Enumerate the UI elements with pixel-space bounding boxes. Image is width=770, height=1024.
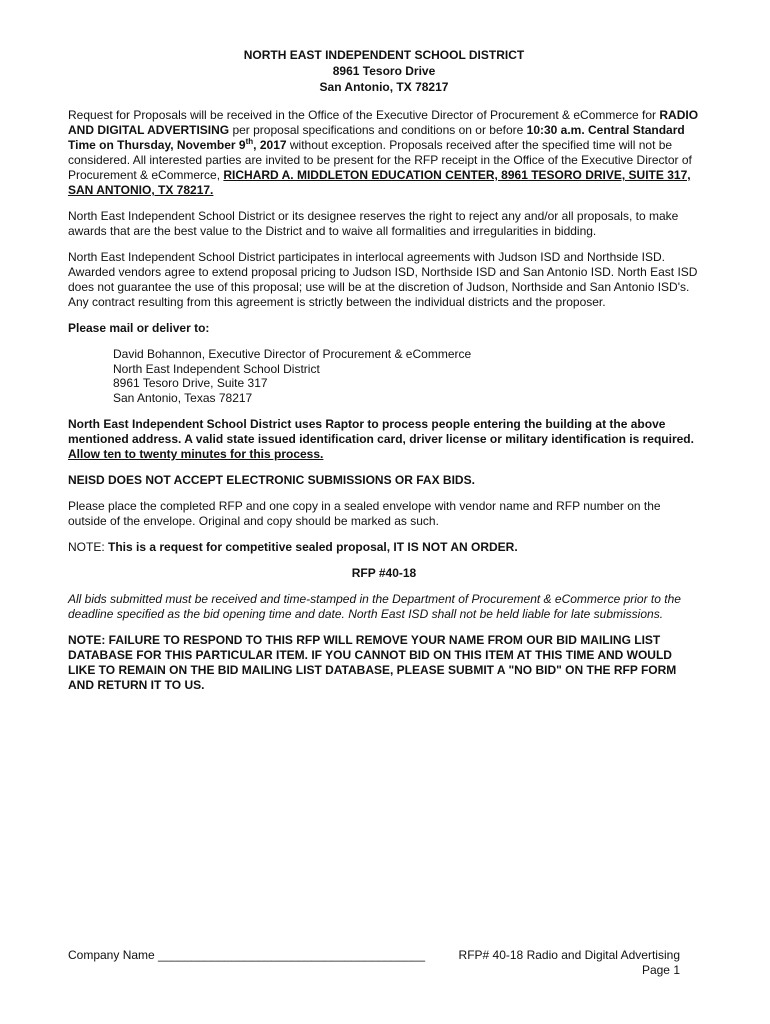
footer-rfp-title: RFP# 40-18 Radio and Digital Advertising (458, 948, 680, 962)
deliver-heading: Please mail or deliver to: (68, 321, 210, 335)
reservation-paragraph: North East Independent School District or its designee reserves the right to reject any and/or all proposals, to make awards that are the best value to the District and to waive all formalities and irregularities in bidding. (68, 209, 679, 238)
raptor-time-note: Allow ten to twenty minutes for this process. (68, 447, 324, 461)
rfp-title: RADIO AND DIGITAL ADVERTISING (68, 108, 699, 137)
intro-text-1: Request for Proposals will be received in the Office of the Executive Director of Procurement & eCommerce for (68, 108, 660, 122)
deadline-year: , 2017 (253, 138, 287, 152)
no-electronic-notice: NEISD DOES NOT ACCEPT ELECTRONIC SUBMISSIONS OR FAX BIDS. (68, 473, 475, 487)
interlocal-paragraph: North East Independent School District participates in interlocal agreements with Judson ISD and Northside ISD. Awarded vendors agree to extend proposal pricing to Judson ISD, Northside ISD and San Antonio ISD. North East ISD does not guarantee the use of this proposal; use will be at the discretion of Judson, Northside and San Antonio ISD's. Any contract resulting from this agreement is strictly between the individual districts and the proposer. (68, 250, 698, 309)
deadline-text: 10:30 a.m. Central Standard Time on Thursday, November 9 (68, 123, 685, 152)
district-street: 8961 Tesoro Drive (332, 64, 436, 78)
raptor-notice (68, 417, 700, 462)
deadline-ordinal: th (245, 137, 254, 146)
no-bid-note: NOTE: FAILURE TO RESPOND TO THIS RFP WILL REMOVE YOUR NAME FROM OUR BID MAILING LIST DATABASE FOR THIS PARTICULAR ITEM. IF YOU CANNOT BID ON THIS ITEM AT THIS TIME AND WOULD LIKE TO REMAIN ON THE BID MAILING LIST DATABASE, PLEASE SUBMIT A "NO BID" ON THE RFP FORM AND RETURN IT TO US. (68, 633, 677, 692)
rfp-intro-paragraph (68, 108, 700, 198)
mailing-address (113, 347, 700, 405)
office-location: RICHARD A. MIDDLETON EDUCATION CENTER, 8961 TESORO DRIVE, SUITE 317, SAN ANTONIO, TX 78217. (68, 168, 691, 197)
district-city: San Antonio, TX 78217 (319, 80, 449, 94)
envelope-instructions: Please place the completed RFP and one copy in a sealed envelope with vendor name and RFP number on the outside of the envelope. Original and copy should be marked as such. (68, 499, 661, 528)
intro-text-2: per proposal specifications and conditions on or before (229, 123, 527, 137)
document-page (68, 47, 700, 704)
address-line: San Antonio, Texas 78217 (113, 390, 253, 405)
page-footer (68, 948, 680, 978)
raptor-text: North East Independent School District uses Raptor to process people entering the building at the above mentioned address. A valid state issued identification card, driver license or military identification is required. (68, 417, 694, 446)
note-prefix: NOTE: (68, 540, 109, 554)
district-header (68, 47, 700, 95)
rfp-number: RFP #40-18 (351, 566, 417, 580)
not-an-order-note (68, 540, 700, 555)
company-name-field: Company Name ________________________________________ (68, 948, 425, 962)
intro-text-3: without exception. Proposals received after the specified time will not be considered. All interested parties are invited to be present for the RFP receipt in the Office of the Executive Director of Procurement & eCommerce, (68, 138, 692, 182)
address-line: North East Independent School District (113, 361, 320, 376)
district-name: NORTH EAST INDEPENDENT SCHOOL DISTRICT (243, 48, 525, 62)
address-line: David Bohannon, Executive Director of Procurement & eCommerce (113, 347, 472, 361)
late-submission-note: All bids submitted must be received and time-stamped in the Department of Procurement & eCommerce prior to the deadline specified as the bid opening time and date. North East ISD shall not be held liable for late submissions. (68, 592, 681, 621)
address-line: 8961 Tesoro Drive, Suite 317 (113, 376, 268, 390)
note-text: This is a request for competitive sealed proposal, IT IS NOT AN ORDER. (108, 540, 518, 554)
page-number: Page 1 (641, 963, 680, 977)
